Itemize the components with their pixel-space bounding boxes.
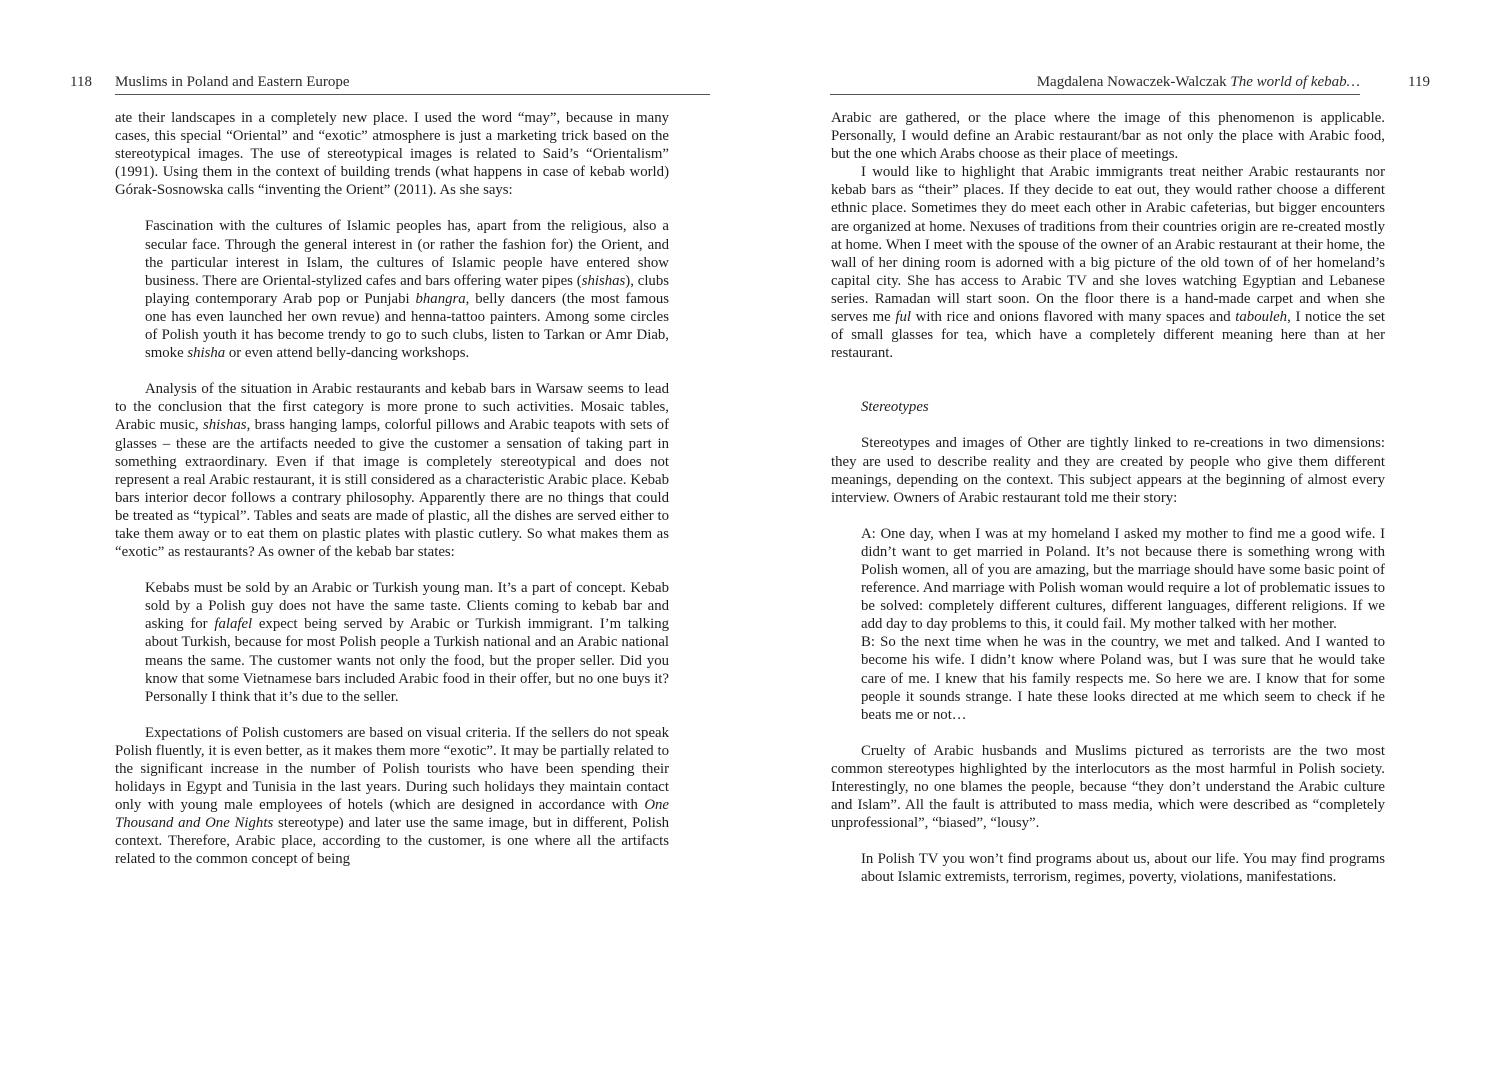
paragraph: Arabic are gathered, or the place where the image of this phenomenon is applicable. Personally, I would define an Arabic restaurant/bar as not only the place with Arabic food, but the one which Arabs choose as their place of meetings. — [831, 110, 1385, 163]
left-page — [70, 0, 710, 1066]
paragraph: Expectations of Polish customers are based on visual criteria. If the sellers do not speak Polish fluently, it is even better, as it makes them more “exotic”. It may be partially related to the significant increase in the number of Polish tourists who have been spending their holidays in Egypt and Tunisia in the last years. During such holidays they maintain contact only with young male employees of hotels (which are designed in accordance with One Thousand and One Nights stereotype) and later use the same image, but in different, Polish context. Therefore, Arabic place, according to the customer, is one where all the artifacts related to the common concept of being — [115, 724, 669, 868]
block-quote: A: One day, when I was at my homeland I asked my mother to find me a good wife. I didn’t want to get married in Poland. It’s not because there is something wrong with Polish women, all of you are amazing, but the marriage should have some basic point of reference. And marriage with Polish woman would require a lot of problematic issues to be solved: completely different cultures, different languages, different religions. If we add day to day problems to this, it could fail. My mother talked with her mother. — [861, 525, 1385, 633]
block-quote: Kebabs must be sold by an Arabic or Turkish young man. It’s a part of concept. Kebab sold by a Polish guy does not have the same taste. Clients coming to kebab bar and asking for falafel expect being served by Arabic or Turkish immigrant. I’m talking about Turkish, because for most Polish people a Turkish national and an Arabic national means the same. The customer wants not only the food, but the proper seller. Did you know that some Vietnamese bars included Arabic food in their offer, but no one buys it? Personally I think that it’s due to the seller. — [145, 580, 669, 705]
block-quote: Fascination with the cultures of Islamic peoples has, apart from the religious, also a secular face. Through the general interest in (or rather the fashion for) the Orient, and the particular interest in Islam, the cultures of Islamic people have entered show business. There are Oriental-stylized cafes and bars offering water pipes (shishas), clubs playing contemporary Arab pop or Punjabi bhangra, belly dancers (the most famous one has even launched her own revue) and henna-tattoo painters. Among some circles of Polish youth it has become trendy to go to such clubs, listen to Tarkan or Amr Diab, smoke shisha or even attend belly-dancing workshops. — [145, 218, 670, 362]
left-page-body — [115, 109, 669, 869]
running-author: Magdalena Nowaczek-Walczak The world of kebab… — [1036, 74, 1360, 90]
section-heading: Stereotypes — [861, 399, 929, 416]
right-page-body — [831, 109, 1385, 886]
paragraph: I would like to highlight that Arabic immigrants treat neither Arabic restaurants nor kebab bars as “their” places. If they decide to eat out, they would rather choose a different ethnic place. Sometimes they do meet each other in Arabic cafeterias, but bigger encounters are organized at home. Nexuses of traditions from their countries origin are re-created mostly at home. When I meet with the spouse of the owner of an Arabic restaurant at their home, the wall of her dining room is adorned with a big picture of the old town of of her homeland’s capital city. She has access to Arabic TV and she loves watching Egyptian and Lebanese series. Ramadan will start soon. On the floor there is a hand-made carpet and when she serves me ful with rice and onions flavored with many spaces and tabouleh, I notice the set of small glasses for tea, which have a completely different meaning here than at her restaurant. — [831, 164, 1385, 362]
paragraph: Cruelty of Arabic husbands and Muslims pictured as terrorists are the two most common stereotypes highlighted by the interlocutors as the most harmful in Polish society. Interestingly, no one blames the people, because “they don’t understand the Arabic culture and Islam”. All the fault is attributed to mass media, which were described as “completely unprofessional”, “biased”, “lousy”. — [831, 742, 1385, 832]
paragraph: Analysis of the situation in Arabic restaurants and kebab bars in Warsaw seems to lead to the conclusion that the first category is more prone to such activities. Mosaic tables, Arabic music, shishas, brass hanging lamps, colorful pillows and Arabic teapots with sets of glasses – these are the artifacts needed to give the customer a sensation of taking part in something extraordinary. Even if that image is completely stereotypical and does not represent a real Arabic restaurant, it is still considered as a characteristic Arabic place. Kebab bars interior decor follows a contrary philosophy. Apparently there are no things that could be treated as “typical”. Tables and seats are made of plastic, all the dishes are served either to take them away or to eat them on plastic plates with plastic cutlery. So what makes them as “exotic” as restaurants? As owner of the kebab bar states: — [115, 381, 669, 561]
paragraph: ate their landscapes in a completely new place. I used the word “may”, because in many cases, this special “Oriental” and “exotic” atmosphere is just a marketing trick based on the stereotypical images. The use of stereotypical images is related to Said’s “Orientalism” (1991). Using them in the context of building trends (what happens in case of kebab world) Górak-Sosnowska calls “inventing the Orient” (2011). As she says: — [115, 110, 669, 199]
running-head-right — [830, 72, 1430, 95]
block-quote: In Polish TV you won’t find programs about us, about our life. You may find programs about Islamic extremists, terrorism, regimes, poverty, violations, manifestations. — [861, 851, 1385, 886]
running-head-left — [70, 72, 710, 95]
page-number: 118 — [70, 74, 92, 90]
paragraph: Stereotypes and images of Other are tightly linked to re-creations in two dimensions: they are used to describe reality and they are created by people who give them different meanings, depending on the context. This subject appears at the beginning of almost every interview. Owners of Arabic restaurant told me their story: — [831, 435, 1385, 506]
running-title: Muslims in Poland and Eastern Europe — [115, 74, 350, 90]
page-number: 119 — [1408, 74, 1430, 90]
block-quote: B: So the next time when he was in the country, we met and talked. And I wanted to become his wife. I didn’t know where Poland was, but I was sure that he would take care of me. I knew that his family respects me. So here we are. I know that for some people it sounds strange. I hate these looks directed at me which seem to check if he beats me or not… — [861, 634, 1385, 723]
right-page — [790, 0, 1430, 1066]
